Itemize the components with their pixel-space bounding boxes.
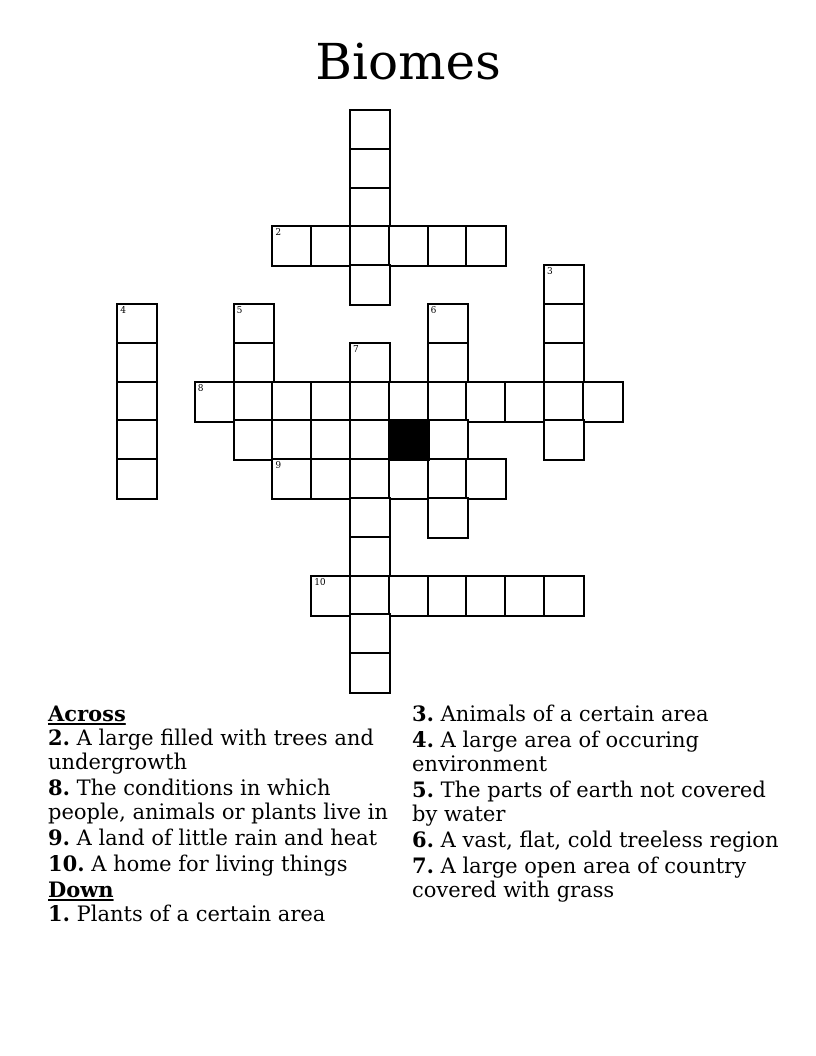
clue-down-4	[412, 728, 782, 776]
clues-right-column	[412, 702, 782, 904]
clue-text: The parts of earth not covered by water	[412, 778, 766, 826]
grid-cell[interactable]	[349, 497, 391, 539]
grid-cell[interactable]	[233, 303, 275, 345]
grid-cell[interactable]	[465, 458, 507, 500]
down-heading: Down	[48, 877, 114, 902]
grid-cell[interactable]	[349, 109, 391, 151]
grid-cell[interactable]	[543, 419, 585, 461]
grid-cell[interactable]	[116, 419, 158, 461]
grid-cell[interactable]	[388, 458, 430, 500]
clue-text: A home for living things	[91, 852, 348, 876]
grid-cell[interactable]	[349, 419, 391, 461]
grid-cell[interactable]	[233, 419, 275, 461]
clue-text: The conditions in which people, animals or plants live in	[48, 776, 388, 824]
grid-cell[interactable]	[582, 381, 624, 423]
grid-cell[interactable]	[427, 497, 469, 539]
grid-cell[interactable]	[543, 575, 585, 617]
grid-cell[interactable]	[504, 381, 546, 423]
clue-number: 6.	[412, 827, 434, 852]
grid-cell[interactable]	[349, 148, 391, 190]
clue-number-label: 6	[430, 306, 437, 316]
clue-down-1	[48, 902, 398, 926]
clue-number: 5.	[412, 777, 434, 802]
grid-cell[interactable]	[349, 381, 391, 423]
grid-cell[interactable]	[233, 381, 275, 423]
grid-cell[interactable]	[310, 225, 352, 267]
grid-cell[interactable]	[271, 225, 313, 267]
grid-cell[interactable]	[349, 652, 391, 694]
grid-cell[interactable]	[465, 225, 507, 267]
clue-number: 9.	[48, 825, 70, 850]
clue-number-label: 10	[314, 577, 326, 588]
across-heading: Across	[48, 701, 126, 726]
grid-cell[interactable]	[349, 342, 391, 384]
clue-number: 4.	[412, 727, 434, 752]
grid-cell[interactable]	[310, 381, 352, 423]
grid-cell[interactable]	[543, 342, 585, 384]
clue-number: 8.	[48, 775, 70, 800]
clue-number: 7.	[412, 853, 434, 878]
grid-cell[interactable]	[233, 342, 275, 384]
clue-number: 3.	[412, 701, 434, 726]
grid-cell[interactable]	[349, 264, 391, 306]
grid-cell[interactable]	[310, 575, 352, 617]
clue-number: 2.	[48, 725, 70, 750]
clue-number-label: 9	[275, 461, 282, 472]
grid-cell[interactable]	[427, 225, 469, 267]
grid-cell[interactable]	[465, 381, 507, 423]
clue-number-label: 2	[275, 228, 282, 239]
clue-down-3	[412, 702, 782, 726]
grid-cell[interactable]	[427, 419, 469, 461]
clue-across-2	[48, 726, 398, 774]
clue-number-label: 4	[120, 306, 126, 316]
puzzle-title: Biomes	[315, 33, 501, 91]
clue-down-5	[412, 778, 782, 826]
grid-cell[interactable]	[388, 381, 430, 423]
grid-cell[interactable]	[310, 458, 352, 500]
grid-cell[interactable]	[116, 303, 158, 345]
grid-cell[interactable]	[349, 458, 391, 500]
grid-cell[interactable]	[427, 575, 469, 617]
grid-cell[interactable]	[427, 381, 469, 423]
grid-cell[interactable]	[349, 225, 391, 267]
clue-text: Animals of a certain area	[440, 702, 709, 726]
grid-cell[interactable]	[116, 381, 158, 423]
grid-cell[interactable]	[271, 458, 313, 500]
clue-text: A vast, flat, cold treeless region	[440, 828, 779, 852]
grid-cell[interactable]	[543, 303, 585, 345]
clue-across-8	[48, 776, 398, 824]
grid-cell[interactable]	[427, 342, 469, 384]
grid-cell[interactable]	[388, 575, 430, 617]
grid-cell[interactable]	[504, 575, 546, 617]
blocked-cell	[388, 419, 430, 461]
clue-text: A large area of occuring environment	[412, 728, 699, 776]
clue-across-9	[48, 826, 398, 850]
clue-number-label: 8	[197, 383, 204, 394]
clue-down-6	[412, 828, 782, 852]
grid-cell[interactable]	[349, 613, 391, 655]
grid-cell[interactable]	[543, 264, 585, 306]
grid-cell[interactable]	[349, 575, 391, 617]
clue-text: A land of little rain and heat	[76, 826, 378, 850]
clue-number: 1.	[48, 901, 70, 926]
grid-cell[interactable]	[194, 381, 236, 423]
grid-cell[interactable]	[427, 303, 469, 345]
grid-cell[interactable]	[116, 458, 158, 500]
clue-number-label: 5	[236, 306, 243, 316]
clue-number-label: 3	[547, 267, 553, 278]
grid-cell[interactable]	[543, 381, 585, 423]
grid-cell[interactable]	[271, 381, 313, 423]
grid-cell[interactable]	[465, 575, 507, 617]
clue-down-7	[412, 854, 782, 902]
clue-number: 10.	[48, 851, 85, 876]
grid-cell[interactable]	[349, 187, 391, 229]
clue-text: A large open area of country covered with grass	[412, 854, 747, 902]
grid-cell[interactable]	[388, 225, 430, 267]
clue-text: Plants of a certain area	[76, 902, 326, 926]
grid-cell[interactable]	[349, 536, 391, 578]
clues-left-column	[48, 702, 398, 928]
grid-cell[interactable]	[427, 458, 469, 500]
grid-cell[interactable]	[116, 342, 158, 384]
clue-across-10	[48, 852, 398, 876]
clue-text: A large filled with trees and undergrowth	[48, 726, 374, 774]
grid-cell[interactable]	[310, 419, 352, 461]
grid-cell[interactable]	[271, 419, 313, 461]
clue-number-label: 7	[353, 344, 359, 355]
